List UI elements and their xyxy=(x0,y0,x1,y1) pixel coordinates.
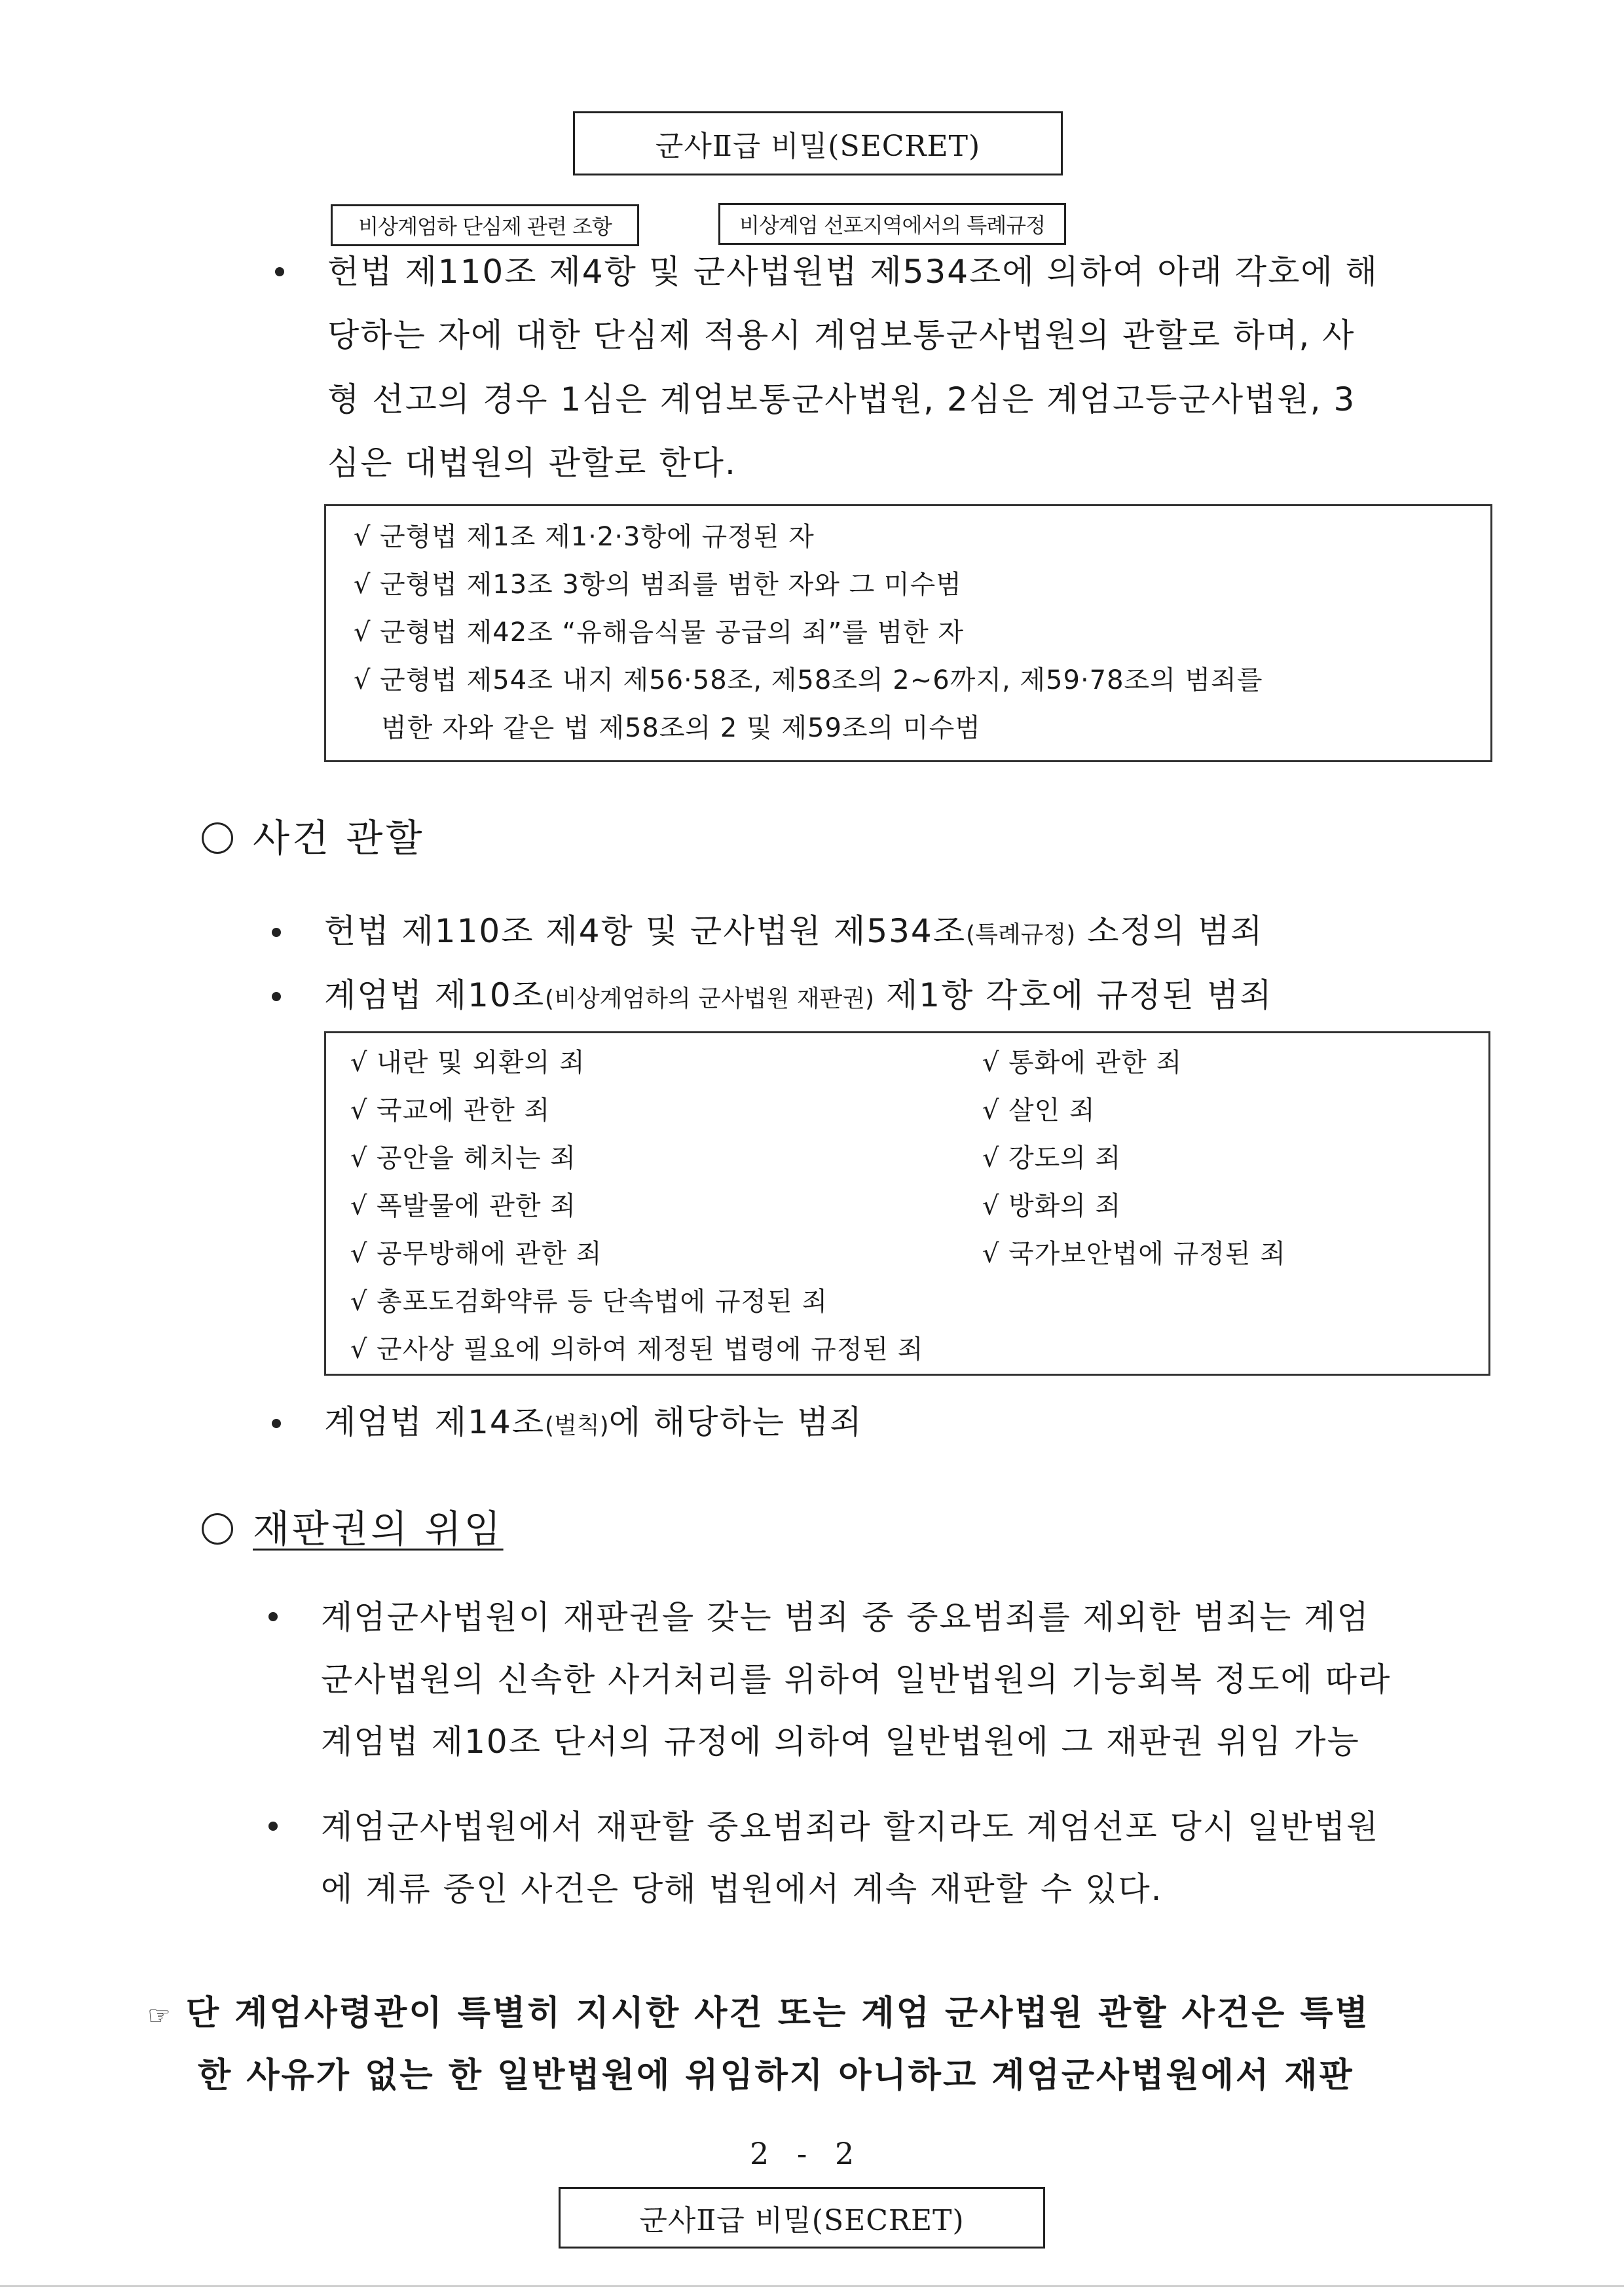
box1-item: √ 군형법 제1조 제1·2·3항에 규정된 자 xyxy=(354,522,815,552)
bullet-dot xyxy=(275,267,284,276)
box2-item: √ 통화에 관한 죄 xyxy=(982,1048,1183,1078)
bullet-dot xyxy=(272,992,281,1001)
check-icon: √ xyxy=(350,1048,368,1078)
box2-item: √ 군사상 필요에 의하여 제정된 법령에 규정된 죄 xyxy=(350,1334,924,1365)
check-icon: √ xyxy=(982,1239,1000,1269)
check-icon: √ xyxy=(350,1287,368,1317)
box1-item-continuation: 범한 자와 같은 법 제58조의 2 및 제59조의 미수범 xyxy=(381,713,981,743)
bullet-dot xyxy=(272,928,281,937)
circle-marker-icon xyxy=(202,822,233,854)
box2-item: √ 강도의 죄 xyxy=(982,1143,1122,1173)
section1-bullet: 계엄법 제10조(비상계엄하의 군사법원 재판권) 제1항 각호에 규정된 범죄 xyxy=(324,976,1273,1014)
delegation-line: 계엄군사법원이 재판권을 갖는 범죄 중 중요범죄를 제외한 범죄는 계엄 xyxy=(321,1598,1370,1636)
delegation-line: 에 계류 중인 사건은 당해 법원에서 계속 재판할 수 있다. xyxy=(321,1870,1163,1908)
box1-item: √ 군형법 제54조 내지 제56·58조, 제58조의 2~6까지, 제59·78조의 범죄를 xyxy=(354,665,1263,695)
box2-item: √ 살인 죄 xyxy=(982,1095,1096,1126)
section-heading-delegation xyxy=(202,1506,504,1552)
check-icon: √ xyxy=(350,1191,368,1221)
check-icon: √ xyxy=(350,1143,368,1173)
circle-marker-icon xyxy=(202,1513,233,1545)
page-number: 2 - 2 xyxy=(750,2136,864,2171)
classification-header xyxy=(573,111,1063,175)
note-line: 한 사유가 없는 한 일반법원에 위임하지 아니하고 계엄군사법원에서 재판 xyxy=(198,2056,1354,2095)
classification-label: 군사Ⅱ급 비밀(SECRET) xyxy=(655,130,981,163)
box2-item: √ 공무방해에 관한 죄 xyxy=(350,1239,602,1269)
check-icon: √ xyxy=(982,1191,1000,1221)
box2-item: √ 총포도검화약류 등 단속법에 규정된 죄 xyxy=(350,1287,828,1317)
bullet-dot xyxy=(272,1419,281,1428)
section1-bullet: 헌법 제110조 제4항 및 군사법원 제534조(특례규정) 소정의 범죄 xyxy=(324,912,1264,950)
bullet-dot xyxy=(268,1822,278,1831)
box2-item: √ 국가보안법에 규정된 죄 xyxy=(982,1239,1286,1269)
section1-bullet: 계엄법 제14조(벌칙)에 해당하는 범죄 xyxy=(324,1403,863,1441)
classification-footer xyxy=(559,2187,1045,2249)
box1-item: √ 군형법 제13조 3항의 범죄를 범한 자와 그 미수범 xyxy=(354,570,962,600)
delegation-line: 계엄법 제10조 단서의 규정에 의하여 일반법원에 그 재판권 위임 가능 xyxy=(321,1723,1360,1761)
check-icon: √ xyxy=(982,1095,1000,1126)
check-icon: √ xyxy=(354,570,371,600)
box2-item: √ 공안을 헤치는 죄 xyxy=(350,1143,576,1173)
intro-line: 당하는 자에 대한 단심제 적용시 계엄보통군사법원의 관할로 하며, 사 xyxy=(327,316,1356,354)
box2-item: √ 내란 및 외환의 죄 xyxy=(350,1048,585,1078)
check-icon: √ xyxy=(354,522,371,552)
box2-item: √ 방화의 죄 xyxy=(982,1191,1122,1221)
box2-item: √ 폭발물에 관한 죄 xyxy=(350,1191,576,1221)
check-icon: √ xyxy=(354,665,371,695)
note-line: ☞ 단 계엄사령관이 특별히 지시한 사건 또는 계엄 군사법원 관할 사건은 특별 xyxy=(147,1994,1370,2033)
intro-line: 헌법 제110조 제4항 및 군사법원법 제534조에 의하여 아래 각호에 해 xyxy=(327,253,1378,291)
tag-martial-law-single-trial xyxy=(331,204,639,246)
intro-line: 형 선고의 경우 1심은 계엄보통군사법원, 2심은 계엄고등군사법원, 3 xyxy=(327,380,1356,418)
tag-label: 비상계엄 선포지역에서의 특례규정 xyxy=(739,213,1046,238)
delegation-line: 군사법원의 신속한 사거처리를 위하여 일반법원의 기능회복 정도에 따라 xyxy=(321,1661,1392,1698)
check-icon: √ xyxy=(350,1095,368,1126)
delegation-line: 계엄군사법원에서 재판할 중요범죄라 할지라도 계엄선포 당시 일반법원 xyxy=(321,1808,1380,1846)
tag-label: 비상계엄하 단심제 관련 조항 xyxy=(358,214,612,239)
box1-item: √ 군형법 제42조 “유해음식물 공급의 죄”를 범한 자 xyxy=(354,617,965,648)
bullet-dot xyxy=(268,1612,278,1621)
check-icon: √ xyxy=(350,1334,368,1365)
pointing-hand-icon: ☞ xyxy=(147,2001,173,2031)
tag-special-provisions xyxy=(718,203,1066,245)
intro-line: 심은 대법원의 관할로 한다. xyxy=(327,444,737,482)
section-title: 사건 관할 xyxy=(253,816,425,860)
check-icon: √ xyxy=(354,617,371,648)
page-edge-rule xyxy=(0,2285,1624,2287)
section-heading-case-jurisdiction xyxy=(202,815,425,861)
check-icon: √ xyxy=(350,1239,368,1269)
section-title: 재판권의 위임 xyxy=(253,1507,504,1551)
check-icon: √ xyxy=(982,1143,1000,1173)
box2-item: √ 국교에 관한 죄 xyxy=(350,1095,551,1126)
check-icon: √ xyxy=(982,1048,1000,1078)
classification-label: 군사Ⅱ급 비밀(SECRET) xyxy=(639,2204,965,2237)
